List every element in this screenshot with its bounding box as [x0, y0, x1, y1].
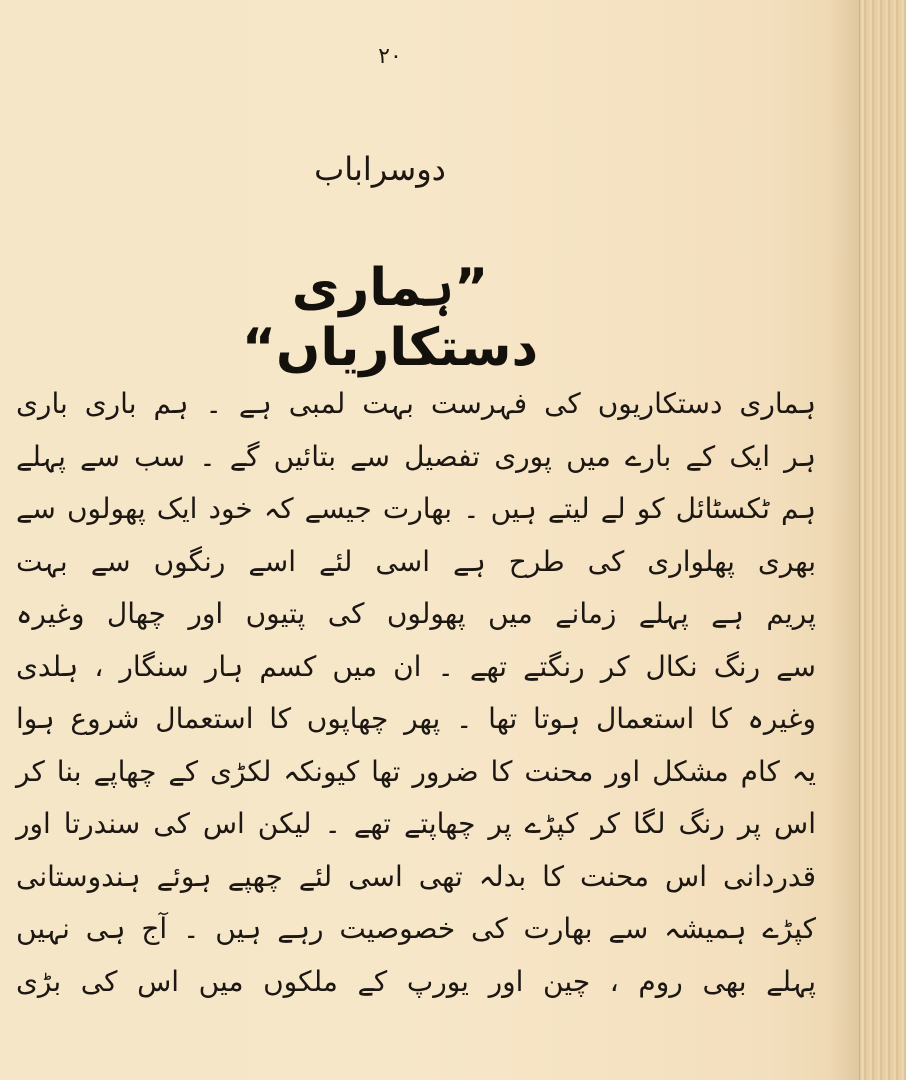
body-text: [16, 378, 816, 1008]
chapter-label: دوسراباب: [314, 150, 446, 188]
text-line: ہماری دستکاریوں کی فہرست بہت لمبی ہے ۔ ہم باری باری: [16, 387, 816, 420]
text-line: پریم ہے پہلے زمانے میں پھولوں کی پتیوں اور چھال وغیرہ: [16, 597, 816, 630]
text-line: یہ کام مشکل اور محنت کا ضرور تھا کیونکہ لکڑی کے چھاپے بنا کر: [16, 754, 816, 788]
text-line: ہر ایک کے بارے میں پوری تفصیل سے بتائیں گے ۔ سب سے پہلے: [16, 439, 816, 473]
text-line: پہلے بھی روم ، چین اور یورپ کے ملکوں میں اس کی بڑی: [16, 964, 816, 998]
text-line: اس پر رنگ لگا کر کپڑے پر چھاپتے تھے ۔ لیکن اس کی سندرتا اور: [16, 807, 816, 840]
page-number: ۲۰: [378, 44, 402, 69]
text-line: وغیرہ کا استعمال ہوتا تھا ۔ پھر چھاپوں کا استعمال شروع ہوا: [16, 702, 816, 735]
text-line: سے رنگ نکال کر رنگتے تھے ۔ ان میں کسم ہار سنگار ، ہلدی: [16, 649, 816, 683]
text-line: کپڑے ہمیشہ سے بھارت کی خصوصیت رہے ہیں ۔ آج ہی نہیں: [16, 912, 816, 945]
page-stack-edge: [859, 0, 906, 1080]
gutter-shadow: [830, 0, 860, 1080]
text-line: بھری پھلواری کی طرح ہے اسی لئے اسے رنگوں سے بہت: [16, 544, 816, 578]
chapter-title: ”ہماری دستکاریاں“: [241, 258, 539, 378]
text-line: قدردانی اس محنت کا بدلہ تھی اسی لئے چھپے ہوئے ہندوستانی: [16, 859, 816, 893]
text-line: ہم ٹکسٹائل کو لے لیتے ہیں ۔ بھارت جیسے کہ خود ایک پھولوں سے: [16, 492, 816, 525]
